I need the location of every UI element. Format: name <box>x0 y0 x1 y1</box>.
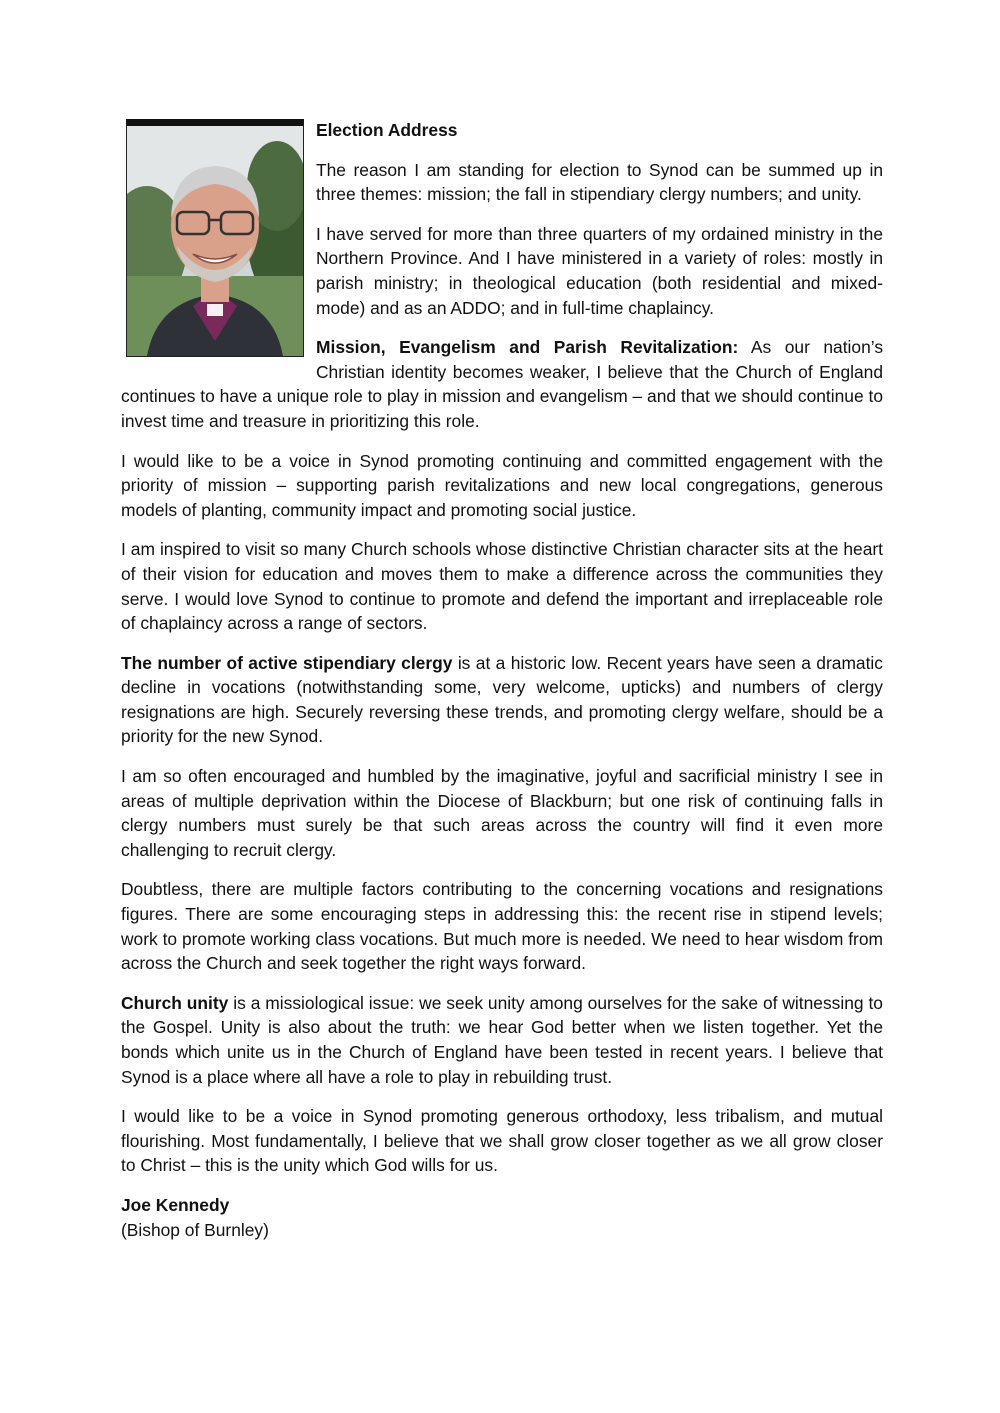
paragraph-text: I would like to be a voice in Synod promoting generous orthodoxy, less tribalism, and mutual flourishing. Most fundamentally, I believe that we shall grow closer together as we all grow closer to Christ – this is the unity which God wills for us. <box>121 1106 883 1176</box>
paragraph-text: I am so often encouraged and humbled by the imaginative, joyful and sacrificial ministry I see in areas of multiple deprivation within the Diocese of Blackburn; but one risk of continuing falls in clergy numbers must surely be that such areas across the country will find it even more challenging to recruit clergy. <box>121 766 883 860</box>
paragraph-text: I have served for more than three quarters of my ordained ministry in the Northern Province. And I have ministered in a variety of roles: mostly in parish ministry; in theological education (both residential and mixed-mode) and as an ADDO; and in full-time chaplaincy. <box>316 223 883 318</box>
section-heading-unity: Church unity <box>121 992 229 1013</box>
paragraph-unity <box>121 991 883 1089</box>
signature-role: (Bishop of Burnley) <box>121 1219 269 1240</box>
paragraph-text: As our nation’s Christian identity becomes weaker, I believe that the Church of England continues to have a unique role to play in mission and evangelism – and that we should continue to invest time and treasure in prioritizing this role. <box>121 337 884 431</box>
paragraph-schools <box>121 537 883 635</box>
signature-name: Joe Kennedy <box>121 1194 230 1215</box>
candidate-portrait-photo <box>126 119 304 357</box>
signature-block <box>121 1193 883 1242</box>
paragraph-vocations <box>121 877 883 975</box>
paragraph-deprivation <box>121 764 883 862</box>
portrait-photo-icon <box>127 126 303 356</box>
paragraph-text: I am inspired to visit so many Church schools whose distinctive Christian character sits at the heart of their vision for education and moves them to make a difference across the communities they serve. I would love Synod to continue to promote and defend the important and irreplaceable role of chaplaincy across a range of sectors. <box>121 539 883 634</box>
section-heading-clergy: The number of active stipendiary clergy <box>121 652 453 673</box>
page-title: Election Address <box>316 120 458 140</box>
paragraph-text: Doubtless, there are multiple factors contributing to the concerning vocations and resignations figures. There are some encouraging steps in addressing this: the recent rise in stipend levels; work to promote working class vocations. But much more is needed. We need to hear wisdom from across the Church and seek together the right ways forward. <box>121 879 883 974</box>
paragraph-clergy <box>121 651 883 749</box>
paragraph-text: The reason I am standing for election to Synod can be summed up in three themes: mission; the fall in stipendiary clergy numbers; and unity. <box>316 159 883 205</box>
paragraph-voice-mission <box>121 449 883 523</box>
paragraph-text: is at a historic low. Recent years have seen a dramatic decline in vocations (notwithstanding some, very welcome, upticks) and numbers of clergy resignations are high. Securely reversing these trends, and promoting clergy welfare, should be a priority for the new Synod. <box>121 652 883 747</box>
paragraph-orthodoxy <box>121 1104 883 1178</box>
section-heading-mission: Mission, Evangelism and Parish Revitalization: <box>316 337 739 358</box>
election-address-page <box>121 118 883 1242</box>
paragraph-text: is a missiological issue: we seek unity among ourselves for the sake of witnessing to the Gospel. Unity is also about the truth: we hear God better when we listen together. Yet the bonds which unite us in the Church of England have been tested in recent years. I believe that Synod is a place where all have a role to play in rebuilding trust. <box>121 992 883 1087</box>
paragraph-text: I would like to be a voice in Synod promoting continuing and committed engagement with the priority of mission – supporting parish revitalizations and new local congregations, generous models of planting, community impact and promoting social justice. <box>121 450 883 520</box>
